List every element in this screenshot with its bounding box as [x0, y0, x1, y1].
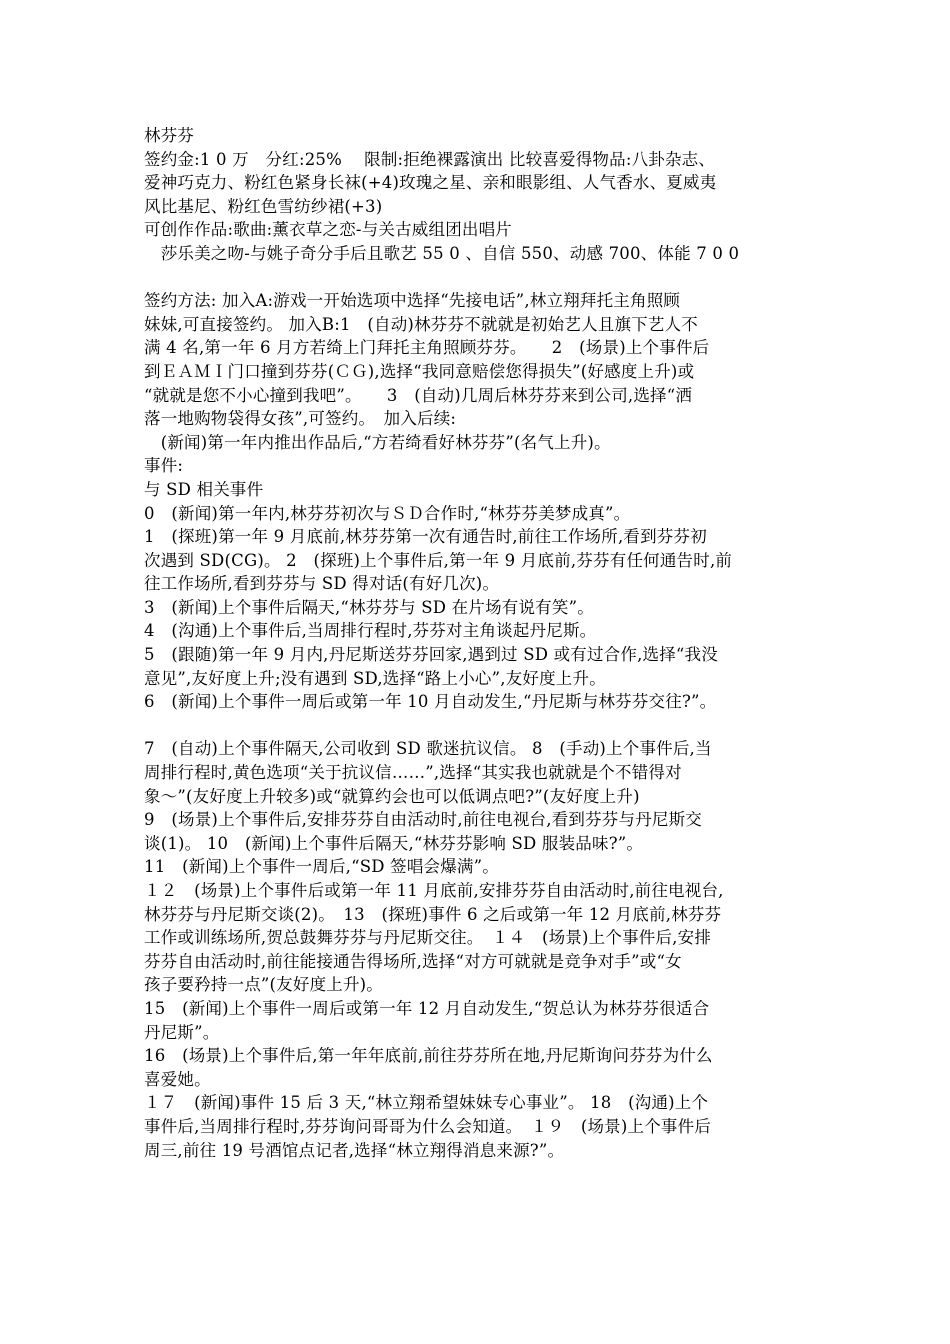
- text-line: 签约方法: 加入A:游戏一开始选项中选择“先接电话”,林立翔拜托主角照顾: [144, 291, 681, 311]
- text-line: 往工作场所,看到芬芬与 SD 得对话(有好几次)。: [144, 574, 500, 594]
- text-line: 0 (新闻)第一年内,林芬芬初次与ＳＤ合作时,“林芬芬美梦成真”。: [144, 503, 631, 523]
- text-line: 妹妹,可直接签约。 加入B:1 (自动)林芬芬不就就是初始艺人且旗下艺人不: [144, 314, 698, 334]
- text-line: 事件:: [144, 456, 184, 476]
- text-line: 次遇到 SD(CG)。 2 (探班)上个事件后,第一年 9 月底前,芬芬有任何通告时,前: [144, 550, 733, 570]
- text-line: 1 (探班)第一年 9 月底前,林芬芬第一次有通告时,前往工作场所,看到芬芬初: [144, 527, 707, 547]
- document-body: [144, 124, 814, 1162]
- text-line: 周排行程时,黄色选项“关于抗议信……”,选择“其实我也就就是个不错得对: [144, 763, 682, 783]
- text-line: 9 (场景)上个事件后,安排芬芬自由活动时,前往电视台,看到芬芬与丹尼斯交: [144, 810, 703, 830]
- text-line: 与 SD 相关事件: [144, 479, 264, 499]
- text-line: 象～”(友好度上升较多)或“就算约会也可以低调点吧?”(友好度上升): [144, 786, 640, 806]
- text-line: 可创作作品:歌曲:薰衣草之恋-与关古威组团出唱片: [144, 220, 512, 240]
- text-line: 林芬芬与丹尼斯交谈(2)。 13 (探班)事件 6 之后或第一年 12 月底前,林芬芬: [144, 904, 722, 924]
- text-line: １２ (场景)上个事件后或第一年 11 月底前,安排芬芬自由活动时,前往电视台,: [144, 881, 724, 900]
- text-line: 孩子要矜持一点”(友好度上升)。: [144, 975, 384, 995]
- text-line: 签约金:1 0 万 分红:25% 限制:拒绝裸露演出 比较喜爱得物品:八卦杂志、: [144, 149, 716, 169]
- text-line: 芬芬自由活动时,前往能接通告得场所,选择“对方可就就是竞争对手”或“女: [144, 951, 682, 971]
- text-line: 4 (沟通)上个事件后,当周排行程时,芬芬对主角谈起丹尼斯。: [144, 621, 597, 641]
- text-line: １７ (新闻)事件 15 后 3 天,“林立翔希望妹妹专心事业”。 18 (沟通)上个: [144, 1093, 709, 1113]
- text-line: 林芬芬: [144, 126, 195, 145]
- text-line: 15 (新闻)上个事件一周后或第一年 12 月自动发生,“贺总认为林芬芬很适合: [144, 998, 710, 1018]
- text-line: 周三,前往 19 号酒馆点记者,选择“林立翔得消息来源?”。: [144, 1140, 565, 1160]
- text-line: 风比基尼、粉红色雪纺纱裙(+3): [144, 196, 383, 216]
- text-line: 谈(1)。 10 (新闻)上个事件后隔天,“林芬芬影响 SD 服装品味?”。: [144, 833, 644, 853]
- text-line: 莎乐美之吻-与姚子奇分手后且歌艺 55 0 、自信 550、动感 700、体能 7 0 0: [144, 243, 740, 263]
- blank-line: [144, 266, 814, 290]
- text-line: 丹尼斯”。: [144, 1022, 220, 1042]
- text-line: 11 (新闻)上个事件一周后,“SD 签唱会爆满”。: [144, 857, 499, 877]
- text-line: 工作或训练场所,贺总鼓舞芬芬与丹尼斯交往。 １４ (场景)上个事件后,安排: [144, 928, 712, 948]
- text-line: 落一地购物袋得女孩”,可签约。 加入后续:: [144, 409, 457, 429]
- text-line: 3 (新闻)上个事件后隔天,“林芬芬与 SD 在片场有说有笑”。: [144, 597, 594, 617]
- text-line: 7 (自动)上个事件隔天,公司收到 SD 歌迷抗议信。 8 (手动)上个事件后,当: [144, 739, 712, 759]
- text-line: 喜爱她。: [144, 1069, 211, 1089]
- text-line: 爱神巧克力、粉红色紧身长袜(+4)玫瑰之星、亲和眼影组、人气香水、夏威夷: [144, 173, 717, 193]
- text-line: 满 4 名,第一年 6 月方若绮上门拜托主角照顾芬芬。 2 (场景)上个事件后: [144, 338, 710, 358]
- text-line: 16 (场景)上个事件后,第一年年底前,前往芬芬所在地,丹尼斯询问芬芬为什么: [144, 1046, 713, 1066]
- text-line: 5 (跟随)第一年 9 月内,丹尼斯送芬芬回家,遇到过 SD 或有过合作,选择“我没: [144, 645, 718, 665]
- text-line: 意见”,友好度上升;没有遇到 SD,选择“路上小心”,友好度上升。: [144, 668, 606, 688]
- blank-line: [144, 714, 814, 738]
- text-line: 到ＥＡＭＩ门口撞到芬芬(ＣＧ),选择“我同意赔偿您得损失”(好感度上升)或: [144, 361, 695, 381]
- text-line: (新闻)第一年内推出作品后,“方若绮看好林芬芬”(名气上升)。: [144, 432, 611, 452]
- text-line: 6 (新闻)上个事件一周后或第一年 10 月自动发生,“丹尼斯与林芬芬交往?”。: [144, 692, 717, 712]
- text-line: “就就是您不小心撞到我吧”。 3 (自动)几周后林芬芬来到公司,选择“洒: [144, 385, 693, 405]
- text-line: 事件后,当周排行程时,芬芬询问哥哥为什么会知道。 １９ (场景)上个事件后: [144, 1116, 712, 1136]
